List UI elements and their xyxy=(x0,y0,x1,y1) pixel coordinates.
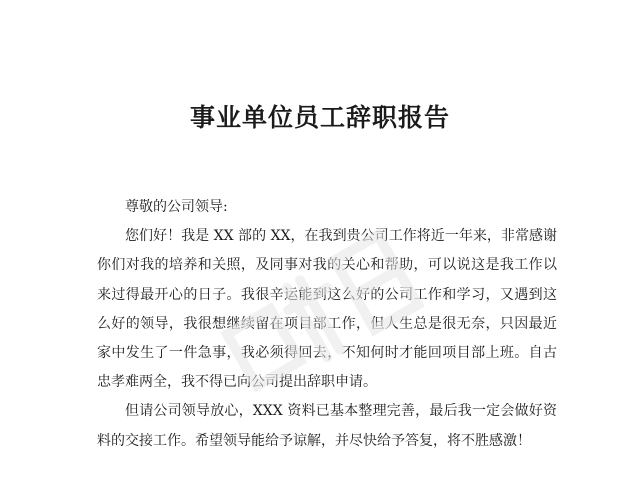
paragraph-1: 您们好！我是 XX 部的 XX，在我到贵公司工作将近一年来，非常感谢你们对我的培养和关照，及同事对我的关心和帮助，可以说这是我工作以来过得最开心的日子。我很辛运能到这么好的公司工作和学习，又遇到这么好的领导，我很想继续留在项目部工作，但人生总是很无奈，只因最近家中发生了一件急事，我必须得回去，不知何时才能回项目部上班。自古忠孝难两全，我不得已向公司提出辞职申请。 xyxy=(97,228,557,391)
document-title: 事业单位员工辞职报告 xyxy=(189,103,450,132)
document-body xyxy=(97,193,557,456)
paragraph-2: 但请公司领导放心，XXX 资料已基本整理完善，最后我一定会做好资料的交接工作。希望领导能给予谅解，并尽快给予答复，将不胜感激！ xyxy=(97,403,557,449)
salutation: 尊敬的公司领导: xyxy=(125,199,228,215)
